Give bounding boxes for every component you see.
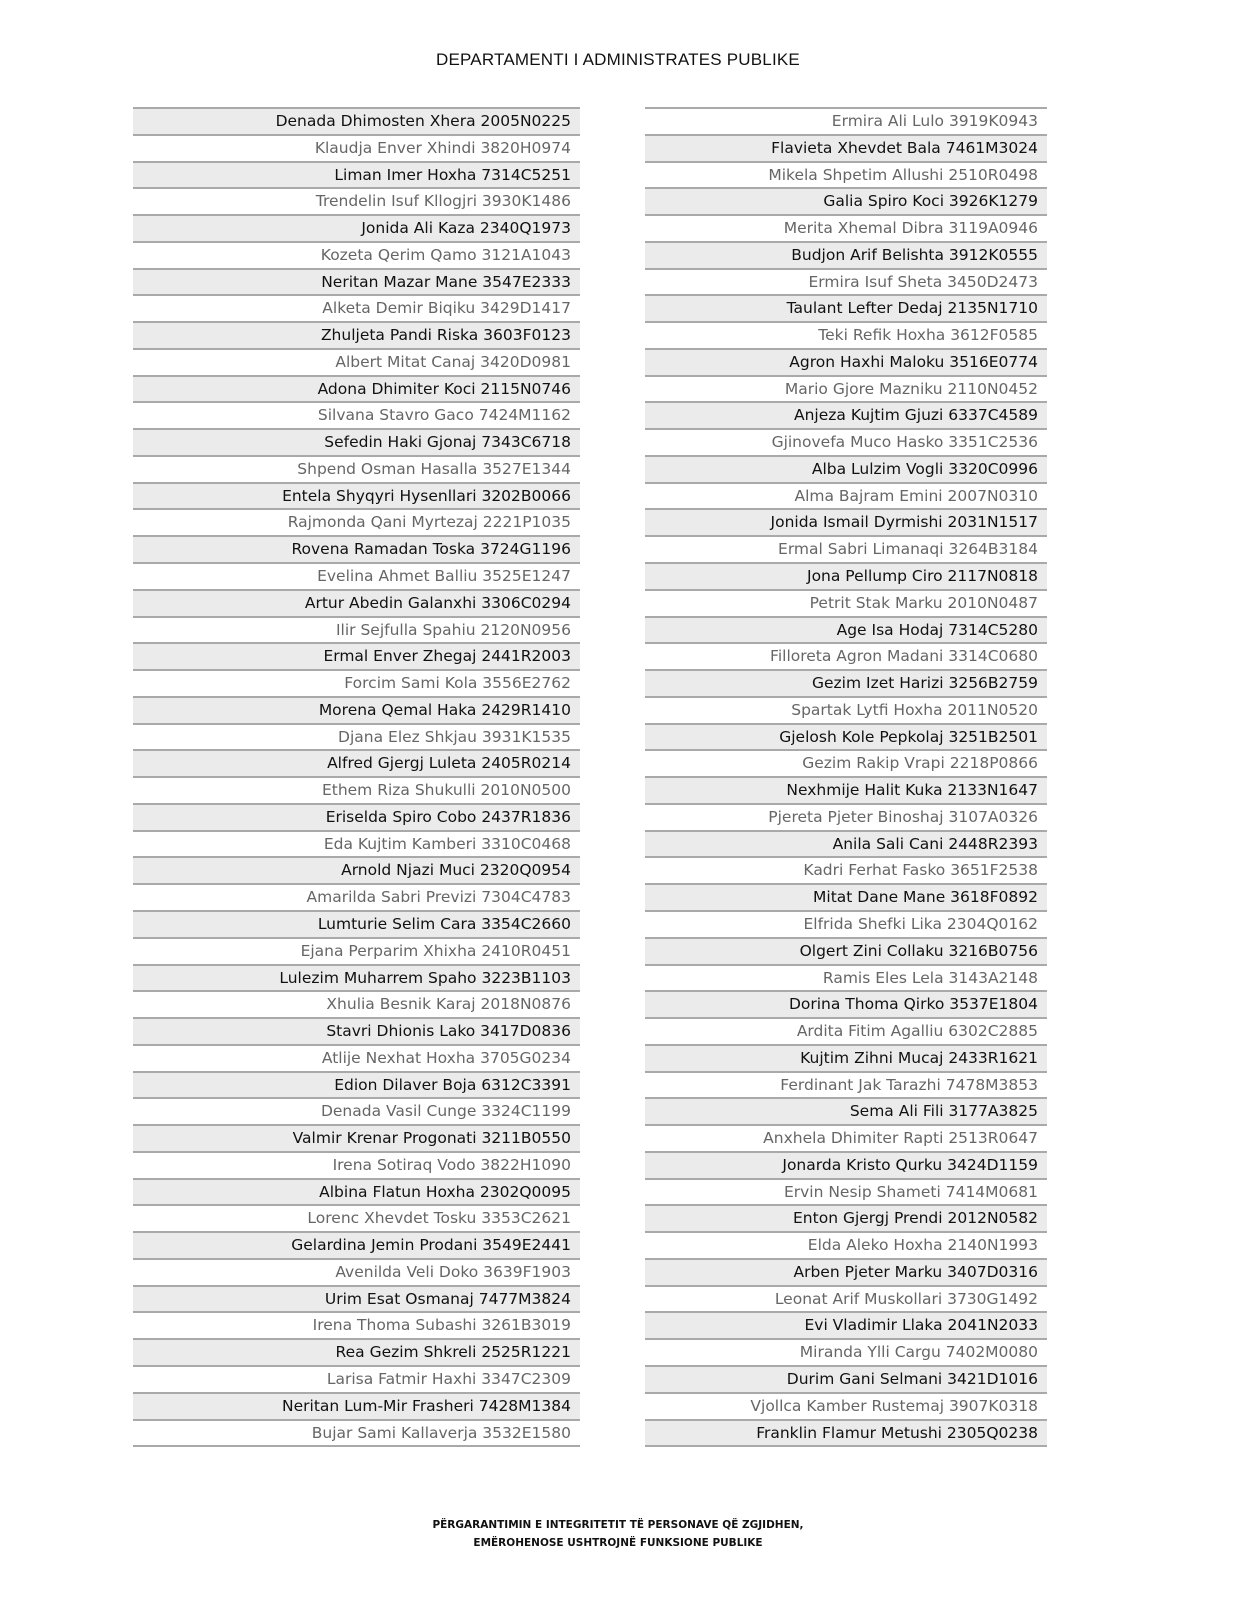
name-row: Trendelin Isuf Kllogjri 3930K1486 bbox=[133, 187, 580, 214]
name-row: Ervin Nesip Shameti 7414M0681 bbox=[645, 1178, 1047, 1205]
name-row: Xhulia Besnik Karaj 2018N0876 bbox=[133, 990, 580, 1017]
name-row: Durim Gani Selmani 3421D1016 bbox=[645, 1365, 1047, 1392]
name-row: Vjollca Kamber Rustemaj 3907K0318 bbox=[645, 1392, 1047, 1419]
name-row: Merita Xhemal Dibra 3119A0946 bbox=[645, 214, 1047, 241]
name-row: Avenilda Veli Doko 3639F1903 bbox=[133, 1258, 580, 1285]
name-row: Rajmonda Qani Myrtezaj 2221P1035 bbox=[133, 508, 580, 535]
name-row: Jona Pellump Ciro 2117N0818 bbox=[645, 562, 1047, 589]
left-name-column bbox=[133, 107, 580, 1447]
name-row: Edion Dilaver Boja 6312C3391 bbox=[133, 1071, 580, 1098]
name-row: Jonida Ali Kaza 2340Q1973 bbox=[133, 214, 580, 241]
name-row: Sefedin Haki Gjonaj 7343C6718 bbox=[133, 428, 580, 455]
name-row: Morena Qemal Haka 2429R1410 bbox=[133, 696, 580, 723]
name-row: Eriselda Spiro Cobo 2437R1836 bbox=[133, 803, 580, 830]
name-row: Anxhela Dhimiter Rapti 2513R0647 bbox=[645, 1124, 1047, 1151]
name-row: Ardita Fitim Agalliu 6302C2885 bbox=[645, 1017, 1047, 1044]
name-row: Irena Thoma Subashi 3261B3019 bbox=[133, 1311, 580, 1338]
name-row: Enton Gjergj Prendi 2012N0582 bbox=[645, 1204, 1047, 1231]
name-row: Larisa Fatmir Haxhi 3347C2309 bbox=[133, 1365, 580, 1392]
name-row: Neritan Lum-Mir Frasheri 7428M1384 bbox=[133, 1392, 580, 1419]
name-row: Jonida Ismail Dyrmishi 2031N1517 bbox=[645, 508, 1047, 535]
name-row: Mario Gjore Mazniku 2110N0452 bbox=[645, 375, 1047, 402]
name-row: Sema Ali Fili 3177A3825 bbox=[645, 1097, 1047, 1124]
name-row: Valmir Krenar Progonati 3211B0550 bbox=[133, 1124, 580, 1151]
name-row: Age Isa Hodaj 7314C5280 bbox=[645, 616, 1047, 643]
name-row: Alba Lulzim Vogli 3320C0996 bbox=[645, 455, 1047, 482]
name-row: Elda Aleko Hoxha 2140N1993 bbox=[645, 1231, 1047, 1258]
name-row: Gjinovefa Muco Hasko 3351C2536 bbox=[645, 428, 1047, 455]
name-row: Zhuljeta Pandi Riska 3603F0123 bbox=[133, 321, 580, 348]
column-bottom-rule bbox=[133, 1445, 580, 1447]
name-row: Rea Gezim Shkreli 2525R1221 bbox=[133, 1338, 580, 1365]
name-row: Albert Mitat Canaj 3420D0981 bbox=[133, 348, 580, 375]
name-row: Nexhmije Halit Kuka 2133N1647 bbox=[645, 776, 1047, 803]
name-row: Kujtim Zihni Mucaj 2433R1621 bbox=[645, 1044, 1047, 1071]
name-row: Arnold Njazi Muci 2320Q0954 bbox=[133, 856, 580, 883]
footer-line-2: EMËROHENOSE USHTROJNË FUNKSIONE PUBLIKE bbox=[473, 1537, 763, 1549]
name-row: Gezim Rakip Vrapi 2218P0866 bbox=[645, 749, 1047, 776]
name-row: Ramis Eles Lela 3143A2148 bbox=[645, 964, 1047, 991]
name-row: Elfrida Shefki Lika 2304Q0162 bbox=[645, 910, 1047, 937]
name-row: Adona Dhimiter Koci 2115N0746 bbox=[133, 375, 580, 402]
name-row: Ferdinant Jak Tarazhi 7478M3853 bbox=[645, 1071, 1047, 1098]
name-row: Miranda Ylli Cargu 7402M0080 bbox=[645, 1338, 1047, 1365]
name-row: Kozeta Qerim Qamo 3121A1043 bbox=[133, 241, 580, 268]
name-row: Stavri Dhionis Lako 3417D0836 bbox=[133, 1017, 580, 1044]
name-row: Spartak Lytfi Hoxha 2011N0520 bbox=[645, 696, 1047, 723]
name-row: Filloreta Agron Madani 3314C0680 bbox=[645, 642, 1047, 669]
name-row: Ilir Sejfulla Spahiu 2120N0956 bbox=[133, 616, 580, 643]
name-row: Lorenc Xhevdet Tosku 3353C2621 bbox=[133, 1204, 580, 1231]
name-row: Lulezim Muharrem Spaho 3223B1103 bbox=[133, 964, 580, 991]
footer-line-1: PËRGARANTIMIN E INTEGRITETIT TË PERSONAVE QË ZGJIDHEN, bbox=[432, 1519, 804, 1531]
name-row: Gelardina Jemin Prodani 3549E2441 bbox=[133, 1231, 580, 1258]
name-row: Liman Imer Hoxha 7314C5251 bbox=[133, 161, 580, 188]
name-row: Petrit Stak Marku 2010N0487 bbox=[645, 589, 1047, 616]
name-row: Alfred Gjergj Luleta 2405R0214 bbox=[133, 749, 580, 776]
name-row: Amarilda Sabri Previzi 7304C4783 bbox=[133, 883, 580, 910]
name-row: Artur Abedin Galanxhi 3306C0294 bbox=[133, 589, 580, 616]
name-row: Anjeza Kujtim Gjuzi 6337C4589 bbox=[645, 401, 1047, 428]
page-footer bbox=[0, 1516, 1236, 1552]
name-row: Agron Haxhi Maloku 3516E0774 bbox=[645, 348, 1047, 375]
name-row: Albina Flatun Hoxha 2302Q0095 bbox=[133, 1178, 580, 1205]
name-row: Kadri Ferhat Fasko 3651F2538 bbox=[645, 856, 1047, 883]
name-row: Ermal Sabri Limanaqi 3264B3184 bbox=[645, 535, 1047, 562]
name-row: Forcim Sami Kola 3556E2762 bbox=[133, 669, 580, 696]
name-row: Flavieta Xhevdet Bala 7461M3024 bbox=[645, 134, 1047, 161]
name-row: Klaudja Enver Xhindi 3820H0974 bbox=[133, 134, 580, 161]
page-title: DEPARTAMENTI I ADMINISTRATES PUBLIKE bbox=[436, 50, 800, 69]
name-row: Jonarda Kristo Qurku 3424D1159 bbox=[645, 1151, 1047, 1178]
name-row: Galia Spiro Koci 3926K1279 bbox=[645, 187, 1047, 214]
name-row: Denada Vasil Cunge 3324C1199 bbox=[133, 1097, 580, 1124]
name-row: Neritan Mazar Mane 3547E2333 bbox=[133, 268, 580, 295]
name-row: Ermira Ali Lulo 3919K0943 bbox=[645, 107, 1047, 134]
name-row: Ermira Isuf Sheta 3450D2473 bbox=[645, 268, 1047, 295]
name-row: Urim Esat Osmanaj 7477M3824 bbox=[133, 1285, 580, 1312]
name-row: Alketa Demir Biqiku 3429D1417 bbox=[133, 294, 580, 321]
name-row: Evelina Ahmet Balliu 3525E1247 bbox=[133, 562, 580, 589]
name-row: Alma Bajram Emini 2007N0310 bbox=[645, 482, 1047, 509]
name-row: Bujar Sami Kallaverja 3532E1580 bbox=[133, 1419, 580, 1446]
name-row: Mitat Dane Mane 3618F0892 bbox=[645, 883, 1047, 910]
name-row: Rovena Ramadan Toska 3724G1196 bbox=[133, 535, 580, 562]
name-row: Ethem Riza Shukulli 2010N0500 bbox=[133, 776, 580, 803]
name-row: Olgert Zini Collaku 3216B0756 bbox=[645, 937, 1047, 964]
name-row: Shpend Osman Hasalla 3527E1344 bbox=[133, 455, 580, 482]
name-row: Arben Pjeter Marku 3407D0316 bbox=[645, 1258, 1047, 1285]
name-row: Budjon Arif Belishta 3912K0555 bbox=[645, 241, 1047, 268]
name-row: Ejana Perparim Xhixha 2410R0451 bbox=[133, 937, 580, 964]
name-row: Evi Vladimir Llaka 2041N2033 bbox=[645, 1311, 1047, 1338]
name-row: Entela Shyqyri Hysenllari 3202B0066 bbox=[133, 482, 580, 509]
name-row: Djana Elez Shkjau 3931K1535 bbox=[133, 723, 580, 750]
name-row: Ermal Enver Zhegaj 2441R2003 bbox=[133, 642, 580, 669]
name-row: Lumturie Selim Cara 3354C2660 bbox=[133, 910, 580, 937]
name-row: Atlije Nexhat Hoxha 3705G0234 bbox=[133, 1044, 580, 1071]
name-row: Silvana Stavro Gaco 7424M1162 bbox=[133, 401, 580, 428]
name-row: Dorina Thoma Qirko 3537E1804 bbox=[645, 990, 1047, 1017]
name-row: Anila Sali Cani 2448R2393 bbox=[645, 830, 1047, 857]
name-row: Taulant Lefter Dedaj 2135N1710 bbox=[645, 294, 1047, 321]
right-name-column bbox=[645, 107, 1047, 1447]
name-row: Irena Sotiraq Vodo 3822H1090 bbox=[133, 1151, 580, 1178]
name-row: Pjereta Pjeter Binoshaj 3107A0326 bbox=[645, 803, 1047, 830]
name-row: Leonat Arif Muskollari 3730G1492 bbox=[645, 1285, 1047, 1312]
column-bottom-rule bbox=[645, 1445, 1047, 1447]
name-row: Mikela Shpetim Allushi 2510R0498 bbox=[645, 161, 1047, 188]
name-row: Denada Dhimosten Xhera 2005N0225 bbox=[133, 107, 580, 134]
name-row: Gjelosh Kole Pepkolaj 3251B2501 bbox=[645, 723, 1047, 750]
name-row: Franklin Flamur Metushi 2305Q0238 bbox=[645, 1419, 1047, 1446]
name-row: Gezim Izet Harizi 3256B2759 bbox=[645, 669, 1047, 696]
name-row: Eda Kujtim Kamberi 3310C0468 bbox=[133, 830, 580, 857]
name-row: Teki Refik Hoxha 3612F0585 bbox=[645, 321, 1047, 348]
